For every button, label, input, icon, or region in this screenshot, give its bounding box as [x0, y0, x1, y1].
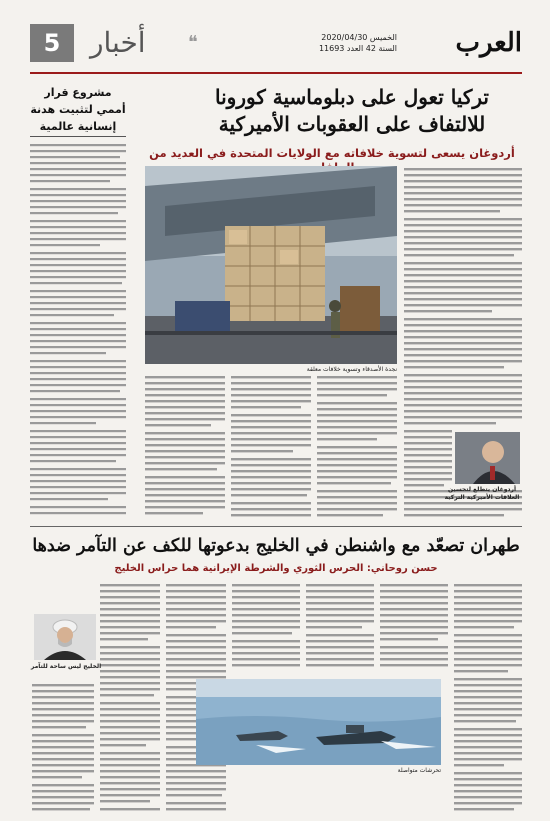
section-title: أخبار	[90, 26, 146, 59]
page-number-badge: 5	[30, 24, 74, 62]
gulf-boats-image	[196, 679, 441, 765]
author-photo-rouhani	[34, 614, 96, 660]
second-photo-caption: تحرشات متواصلة	[397, 767, 441, 774]
main-story-column-right-top	[404, 168, 522, 428]
side-divider	[30, 136, 126, 137]
side-story-body	[30, 142, 126, 520]
author2-photo-caption: الخليج ليس ساحة للتآمر	[30, 663, 102, 670]
side-story-title: مشروع قرار أممي لتثبيت هدنة إنسانية عالمية	[30, 86, 126, 133]
author-photo-caption: أردوغان يتطلع لتحسين العلاقات الأميركية التركية	[444, 486, 520, 501]
second-headline: طهران تصعّد مع واشنطن في الخليج بدعوتها للكف عن التآمر ضدها	[32, 536, 520, 556]
issue-info	[319, 32, 397, 54]
newspaper-logo: العرب	[455, 28, 522, 58]
date-line: الخميس 2020/04/30	[321, 33, 397, 42]
main-headline	[182, 84, 522, 138]
main-story-columns-bottom	[145, 376, 397, 520]
author-photo-erdogan	[455, 432, 520, 484]
story-divider	[30, 526, 522, 527]
main-story-photo	[145, 166, 397, 364]
portrait-image	[455, 432, 520, 484]
main-photo-caption: نجدة الأصدقاء وتسوية خلافات معلقة	[306, 366, 397, 373]
quote-icon: ❝	[188, 32, 198, 53]
second-subhead: حسن روحاني: الحرس الثوري والشرطة الإيرانية هما حراس الخليج	[114, 563, 438, 574]
main-subhead: أردوغان يسعى لتسوية خلافاته مع الولايات المتحدة في العديد من	[149, 146, 515, 160]
masthead	[30, 22, 522, 74]
main-headline-line2: للالتفاف على العقوبات الأميركية	[218, 112, 486, 136]
portrait-image-2	[34, 614, 96, 660]
main-headline-line1: تركيا تعول على دبلوماسية كورونا	[215, 85, 489, 109]
side-text-lines	[30, 142, 126, 520]
second-story-photo	[196, 679, 441, 765]
cargo-plane-image	[145, 166, 397, 364]
issue-line: السنة 42 العدد 11693	[318, 44, 397, 53]
